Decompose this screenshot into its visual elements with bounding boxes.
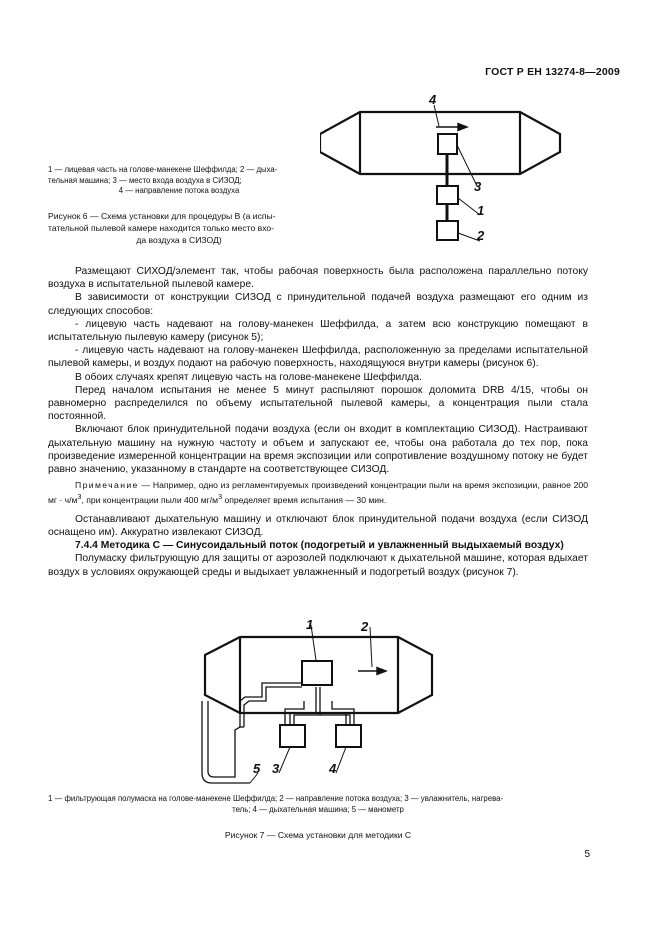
figure-6-diagram xyxy=(320,90,570,250)
fig6-label-3: 3 xyxy=(474,179,482,194)
paragraph: Полумаску фильтрующую для защиты от аэрозолей подключают к дыхательной машине, которая вдыхает воздух в условиях окружающей среды и выдыхает увлажненный и подогретый воздух (рисунок 7). xyxy=(48,553,588,578)
figure-6-title xyxy=(48,210,310,246)
fig6-legend-line: тельная машина; 3 — место входа воздуха в СИЗОД; xyxy=(48,175,242,185)
fig6-title-line: да воздуха в СИЗОД) xyxy=(136,235,222,245)
paragraph: Останавливают дыхательную машину и отключают блок принудительной подачи воздуха (если СИЗОД оснащено им). Аккуратно извлекают СИЗОД. xyxy=(48,513,588,538)
figure-6-legend xyxy=(48,165,310,197)
paragraph: Перед началом испытания не менее 5 минут распыляют порошок доломита DRB 4/15, чтобы он равномерно распределился по объему испытательной пылевой камеры, а концентрация пыли стала постоянной. xyxy=(48,384,588,423)
breathing-machine-box xyxy=(437,221,458,240)
fig6-title-line: Рисунок 6 — Схема установки для процедуры В (а испы- xyxy=(48,211,276,221)
note-sup: 3 xyxy=(77,493,82,502)
page-number: 5 xyxy=(584,849,590,860)
face-piece-box xyxy=(437,186,458,204)
fig7-label-4: 4 xyxy=(329,761,337,776)
filtering-half-mask-box xyxy=(302,661,332,685)
note-text: определяет время испытания — 30 мин. xyxy=(222,494,387,505)
paragraph: Размещают СИХОД/элемент так, чтобы рабочая поверхность была расположена параллельно потоку воздуха в испытательной пылевой камере. xyxy=(48,266,588,291)
note-label: Примечание xyxy=(75,480,139,491)
fig7-legend-line: тель; 4 — дыхательная машина; 5 — манометр xyxy=(232,804,404,814)
figure-7-legend xyxy=(48,794,588,815)
fig6-label-2: 2 xyxy=(477,228,485,243)
fig6-label-1: 1 xyxy=(477,203,485,218)
body-text xyxy=(48,265,588,579)
note xyxy=(48,480,588,506)
note-text: — Например, одно из регламентируемых произведений концентрации пыли на время экспозиции, равное 200 мг · ч/м xyxy=(48,480,588,505)
section-heading: 7.4.4 Методика С — Синусоидальный поток (подогретый и увлажненный выдыхаемый воздух) xyxy=(75,540,564,552)
paragraph: В зависимости от конструкции СИЗОД с принудительной подачей воздуха размещают его одним из следующих способов: xyxy=(48,292,588,317)
fig7-label-3: 3 xyxy=(272,761,280,776)
fig7-label-1: 1 xyxy=(306,617,314,632)
note-text: , при концентрации пыли 400 мг/м xyxy=(81,494,219,505)
fig6-legend-line: 4 — направление потока воздуха xyxy=(118,186,240,195)
figure-7-diagram xyxy=(180,615,440,790)
document-header: ГОСТ Р ЕН 13274-8—2009 xyxy=(485,66,620,78)
figure-7-title: Рисунок 7 — Схема установки для методики С xyxy=(224,830,412,840)
fig7-legend-line: 1 — фильтрующая полумаска на голове-манекене Шеффилда; 2 — направление потока воздуха; 3 — увлажнитель, нагрева- xyxy=(48,794,504,803)
paragraph: В обоих случаях крепят лицевую часть на голове-манекене Шеффилда. xyxy=(75,371,422,383)
paragraph: Включают блок принудительной подачи воздуха (если он входит в комплектацию СИЗОД). Настраивают дыхательную машину на нужную частоту и объем и запускают ее, чтобы она работала до тех пор, пока произведение измеренной концентрации на время экспозиции или сопротивление воздушному потоку не будет равно значению, указанному в стандарте на соответствующее СИЗОД. xyxy=(48,424,588,476)
fig7-label-5: 5 xyxy=(253,761,261,776)
fig6-label-4: 4 xyxy=(429,92,437,107)
note-sup: 3 xyxy=(218,493,223,502)
fig6-legend-line: 1 — лицевая часть на голове-манекене Шеффилда; 2 — дыха- xyxy=(48,165,278,174)
humidifier-heater-box xyxy=(280,725,305,747)
paragraph: - лицевую часть надевают на голову-манекен Шеффилда, а затем всю конструкцию помещают в испытательную пылевую камеру (рисунок 5); xyxy=(48,318,588,344)
fig7-label-2: 2 xyxy=(361,619,369,634)
fig6-title-line: тательной пылевой камере находится только место вхо- xyxy=(48,223,275,233)
paragraph: - лицевую часть надевают на голову-манекен Шеффилда, расположенную за пределами испытательной пылевой камеры, и воздух подают на рабочую поверхность, находящуюся внутри камеры (рисунок 6). xyxy=(48,345,588,370)
air-inlet-box xyxy=(438,134,457,154)
breathing-machine-box xyxy=(336,725,361,747)
